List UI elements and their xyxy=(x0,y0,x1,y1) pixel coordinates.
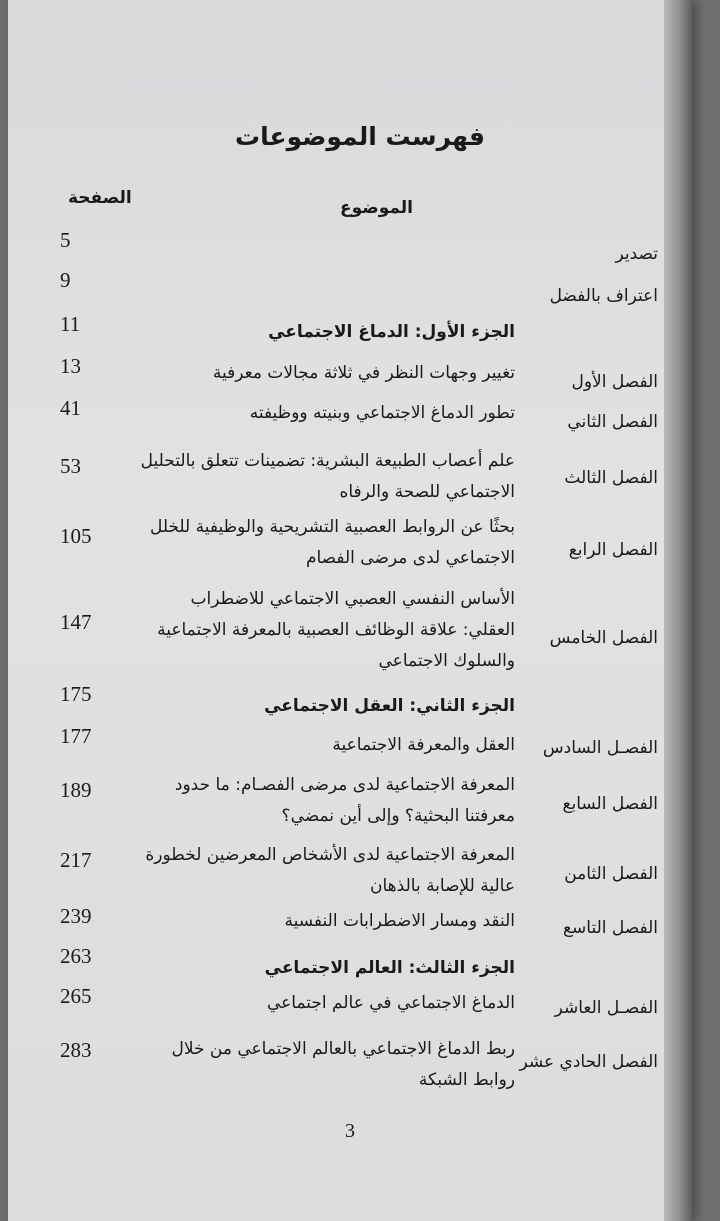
toc-topic: تطور الدماغ الاجتماعي وبنيته ووظيفته xyxy=(249,403,515,423)
toc-topic: المعرفة الاجتماعية لدى الأشخاص المعرضين لخطورة عالية للإصابة بالذهان xyxy=(145,845,515,896)
toc-page-number: 105 xyxy=(60,524,92,548)
page-number: 3 xyxy=(345,1120,355,1142)
toc-page-number: 41 xyxy=(60,396,81,420)
toc-chapter-label: الفصل الثاني xyxy=(567,412,658,432)
toc-chapter-label: الفصل الحادي عشر xyxy=(519,1052,658,1072)
column-header-page: الصفحة xyxy=(68,188,132,208)
toc-chapter-label: الفصـل السادس xyxy=(542,738,658,758)
toc-part-title: الجزء الأول: الدماغ الاجتماعي xyxy=(268,322,515,342)
toc-topic: الدماغ الاجتماعي في عالم اجتماعي xyxy=(266,993,515,1013)
toc-page-number: 217 xyxy=(60,848,92,872)
toc-page-number: 9 xyxy=(60,268,71,292)
toc-label: اعتراف بالفضل xyxy=(549,286,658,306)
toc-topic: الأساس النفسي العصبي الاجتماعي للاضطراب العقلي: علاقة الوظائف العصبية بالمعرفة الاجتماعية والسلوك الاجتماعي xyxy=(157,589,515,671)
toc-page-number: 11 xyxy=(60,312,81,336)
toc-part-title: الجزء الثاني: العقل الاجتماعي xyxy=(264,696,515,716)
toc-chapter-label: الفصـل العاشر xyxy=(554,998,658,1018)
toc-chapter-label: الفصل السابع xyxy=(562,794,658,814)
toc-page-number: 189 xyxy=(60,778,92,802)
toc-label: تصدير xyxy=(615,244,658,264)
toc-topic: المعرفة الاجتماعية لدى مرضى الفصـام: ما حدود معرفتنا البحثية؟ وإلى أين نمضي؟ xyxy=(174,775,515,826)
toc-topic: بحثًا عن الروابط العصبية التشريحية والوظيفية للخلل الاجتماعي لدى مرضى الفصام xyxy=(149,517,515,568)
toc-page-number: 175 xyxy=(60,682,92,706)
toc-chapter-label: الفصل الثالث xyxy=(564,468,658,488)
toc-page-number: 177 xyxy=(60,724,92,748)
page-edge xyxy=(664,0,692,1221)
toc-page-number: 5 xyxy=(60,228,71,252)
toc-page-number: 283 xyxy=(60,1038,92,1062)
column-header-topic: الموضوع xyxy=(340,198,413,218)
toc-page-number: 53 xyxy=(60,454,81,478)
toc-page-number: 147 xyxy=(60,610,92,634)
toc-page-number: 13 xyxy=(60,354,81,378)
toc-chapter-label: الفصل التاسع xyxy=(562,918,658,938)
toc-page-number: 239 xyxy=(60,904,92,928)
toc-chapter-label: الفصل الخامس xyxy=(549,628,658,648)
toc-topic: علم أعصاب الطبيعة البشرية: تضمينات تتعلق بالتحليل الاجتماعي للصحة والرفاه xyxy=(140,451,515,502)
toc-topic: ربط الدماغ الاجتماعي بالعالم الاجتماعي من خلال روابط الشبكة xyxy=(171,1039,515,1090)
toc-chapter-label: الفصل الرابع xyxy=(568,540,658,560)
toc-chapter-label: الفصل الأول xyxy=(571,372,658,392)
toc-topic: النقد ومسار الاضطرابات النفسية xyxy=(284,911,515,931)
toc-topic: العقل والمعرفة الاجتماعية xyxy=(332,735,515,755)
toc-page-number: 265 xyxy=(60,984,92,1008)
toc-topic: تغيير وجهات النظر في ثلاثة مجالات معرفية xyxy=(212,363,515,383)
toc-chapter-label: الفصل الثامن xyxy=(564,864,658,884)
toc-part-title: الجزء الثالث: العالم الاجتماعي xyxy=(264,958,515,978)
page-title: فهرست الموضوعات xyxy=(235,122,485,151)
toc-page-number: 263 xyxy=(60,944,92,968)
